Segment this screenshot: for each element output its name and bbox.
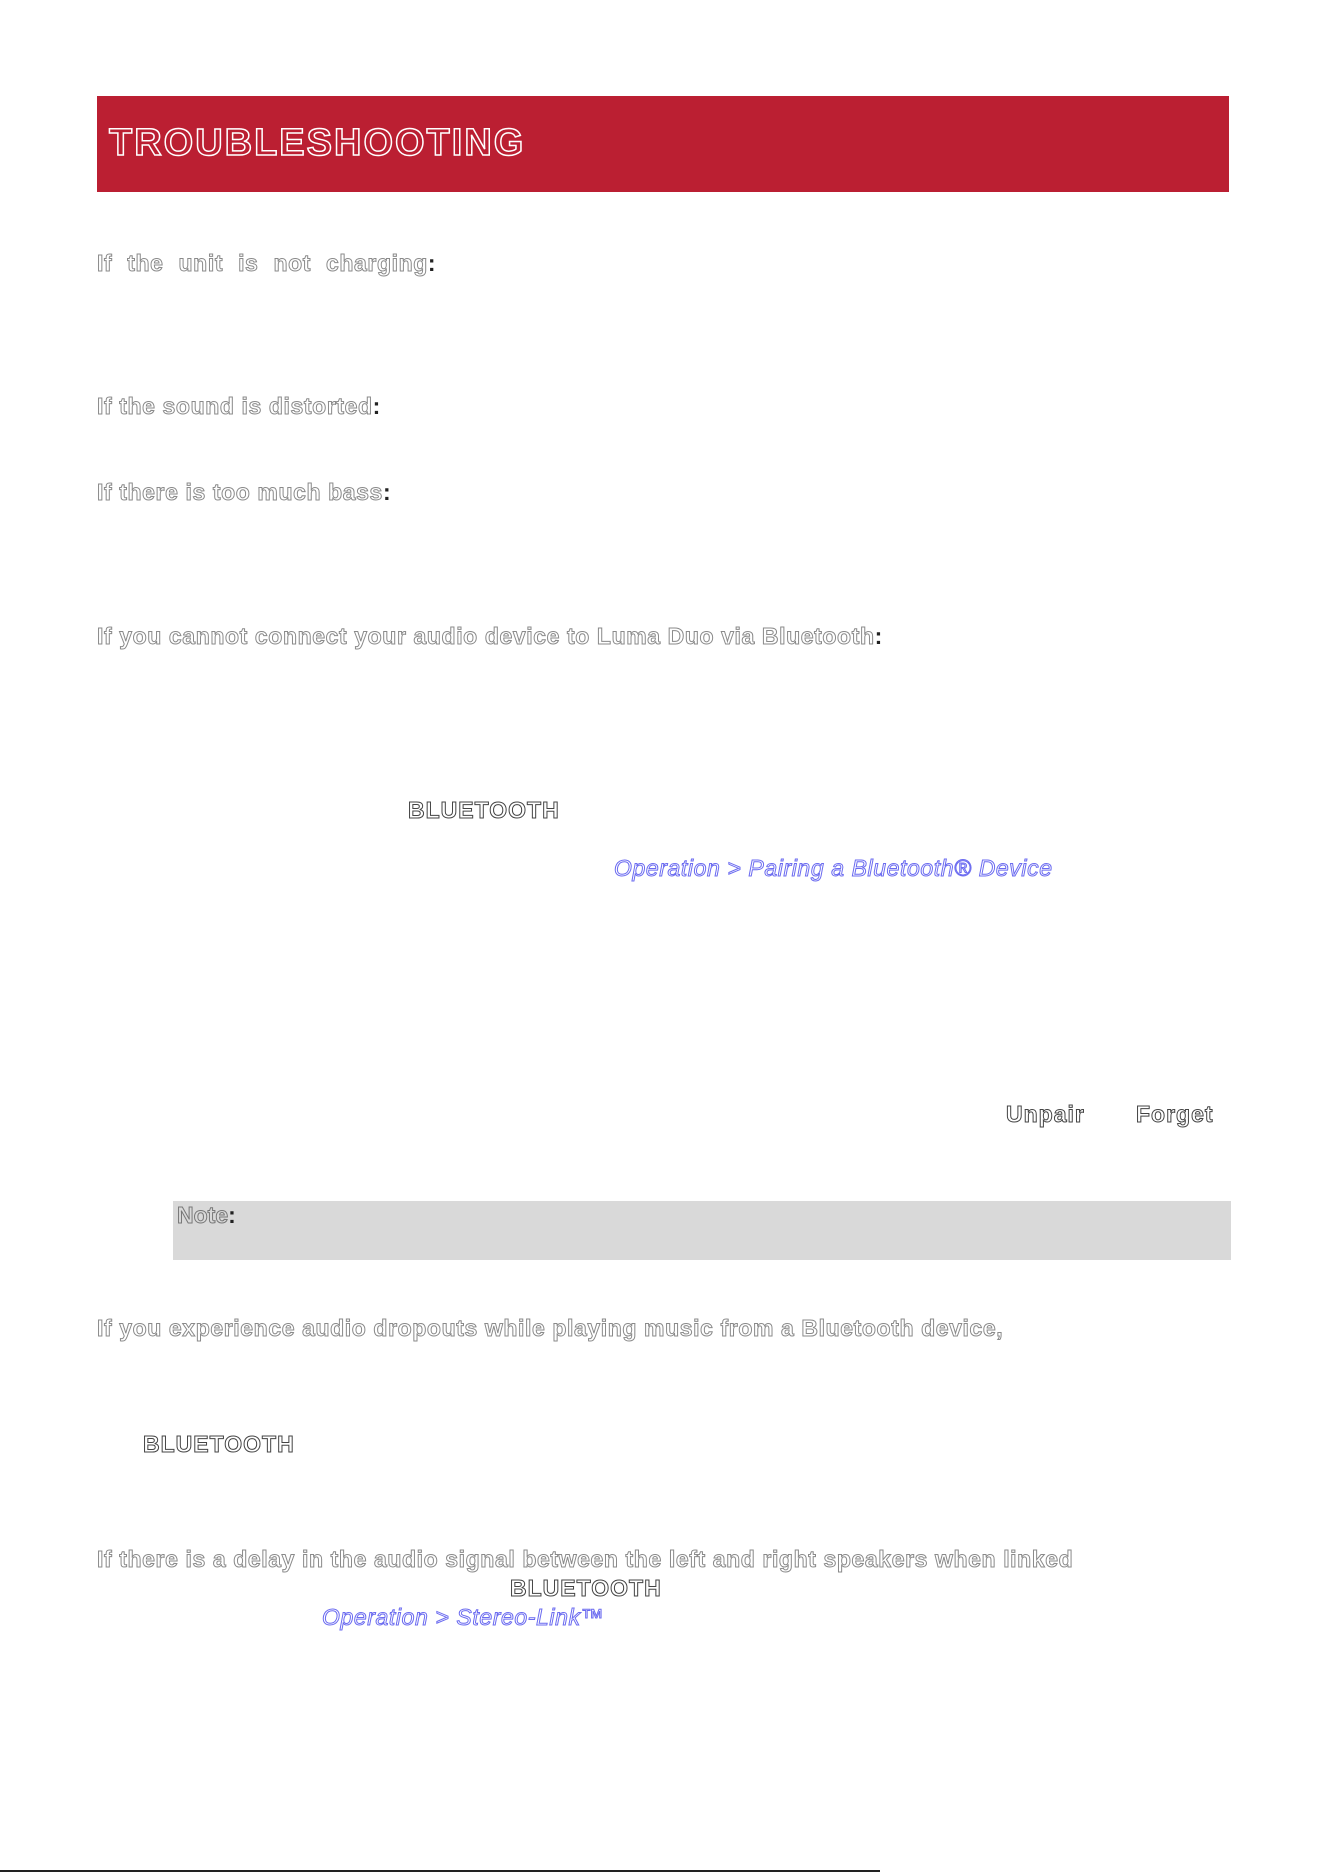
note-box <box>173 1201 1231 1260</box>
page-title: TROUBLESHOOTING <box>109 122 526 164</box>
link-pairing-bluetooth-device[interactable]: Operation > Pairing a Bluetooth® Device <box>614 855 1053 881</box>
term-forget: Forget <box>1136 1101 1214 1127</box>
heading-delay: If there is a delay in the audio signal between the left and right speakers when linked <box>97 1546 1074 1572</box>
heading-distorted: If the sound is distorted: <box>97 393 381 419</box>
link-stereo-link[interactable]: Operation > Stereo-Link™ <box>322 1604 605 1630</box>
heading-bluetooth: If you cannot connect your audio device to Luma Duo via Bluetooth: <box>97 623 883 649</box>
heading-not-charging: If the unit is not charging: <box>97 250 437 276</box>
term-bluetooth-3: BLUETOOTH <box>510 1575 662 1601</box>
heading-bass: If there is too much bass: <box>97 479 392 505</box>
term-bluetooth-2: BLUETOOTH <box>143 1431 295 1457</box>
term-bluetooth: BLUETOOTH <box>408 797 560 823</box>
title-bar <box>97 96 1229 192</box>
term-unpair: Unpair <box>1006 1101 1085 1127</box>
heading-dropouts: If you experience audio dropouts while playing music from a Bluetooth device, <box>97 1315 1004 1341</box>
note-label: Note: <box>177 1202 236 1228</box>
